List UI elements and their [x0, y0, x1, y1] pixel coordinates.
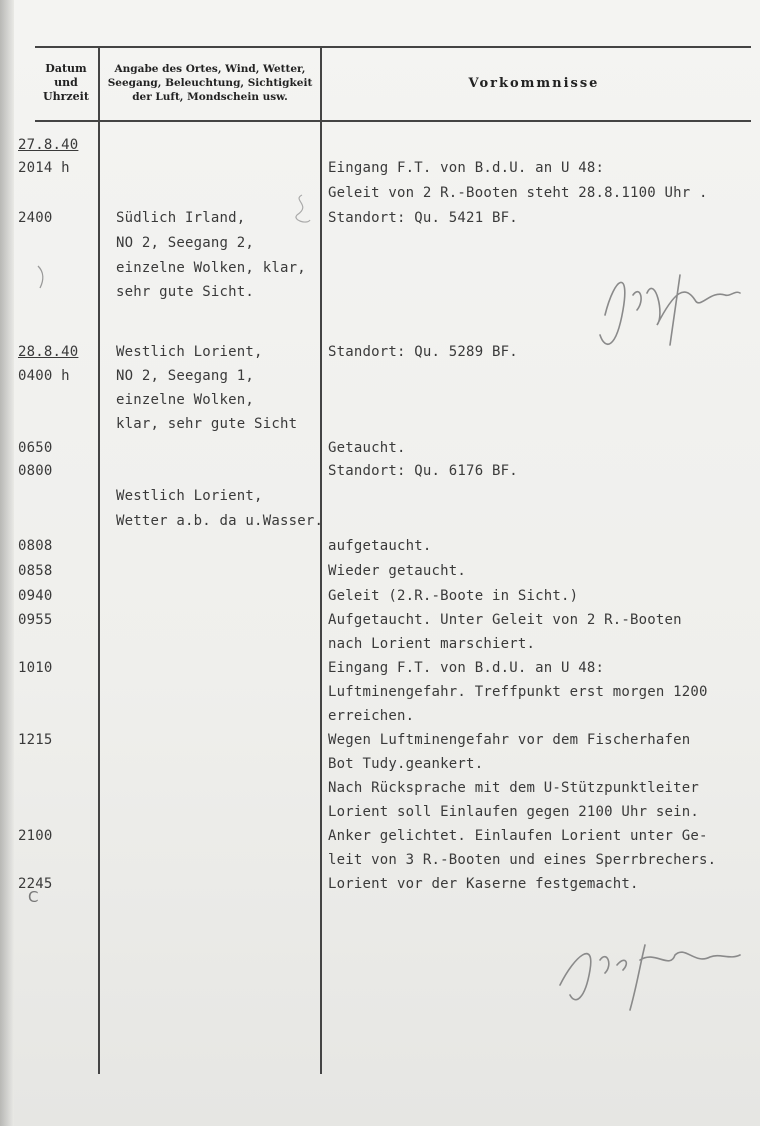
entry-event: erreichen.	[328, 708, 415, 724]
header-date-line-1: Datum	[45, 62, 87, 75]
entry-time: 0650	[18, 440, 53, 456]
entry-time: 2400	[18, 210, 53, 226]
entry-place: sehr gute Sicht.	[116, 284, 255, 300]
header-conditions-line-1: Angabe des Ortes, Wind, Wetter,	[114, 63, 306, 75]
header-conditions-line-3: der Luft, Mondschein usw.	[132, 91, 288, 103]
entry-place: Westlich Lorient,	[116, 488, 263, 504]
entry-time: 27.8.40	[18, 137, 79, 153]
entry-event: Luftminengefahr. Treffpunkt erst morgen 1200	[328, 684, 708, 700]
entry-time: 2100	[18, 828, 53, 844]
entry-time: 1215	[18, 732, 53, 748]
entry-place: NO 2, Seegang 1,	[116, 368, 255, 384]
entry-event: Anker gelichtet. Einlaufen Lorient unter Ge-	[328, 828, 708, 844]
entry-time: 0400 h	[18, 368, 70, 384]
entry-place: Westlich Lorient,	[116, 344, 263, 360]
column-divider-1	[98, 46, 100, 1074]
header-events	[324, 77, 744, 91]
entry-event: Standort: Qu. 5421 BF.	[328, 210, 518, 226]
signature-1	[585, 255, 745, 355]
entry-event: Standort: Qu. 6176 BF.	[328, 463, 518, 479]
entry-event: Eingang F.T. von B.d.U. an U 48:	[328, 160, 605, 176]
entry-time: 1010	[18, 660, 53, 676]
header-date-line-3: Uhrzeit	[43, 90, 89, 103]
entry-time: 0940	[18, 588, 53, 604]
entry-event: Getaucht.	[328, 440, 406, 456]
entry-time: 2014 h	[18, 160, 70, 176]
entry-event: Bot Tudy.geankert.	[328, 756, 484, 772]
entry-time: 0808	[18, 538, 53, 554]
header-events-label: Vorkommnisse	[468, 76, 600, 91]
entry-event: Wieder getaucht.	[328, 563, 467, 579]
entry-event: nach Lorient marschiert.	[328, 636, 536, 652]
header-date-line-2: und	[54, 76, 78, 89]
entry-event: Lorient soll Einlaufen gegen 2100 Uhr sein.	[328, 804, 700, 820]
margin-letter: C	[28, 888, 39, 906]
pencil-tick	[32, 262, 52, 292]
entry-time: 0955	[18, 612, 53, 628]
entry-time: 0858	[18, 563, 53, 579]
entry-place: einzelne Wolken,	[116, 392, 255, 408]
entry-event: aufgetaucht.	[328, 538, 432, 554]
entry-event: leit von 3 R.-Booten und eines Sperrbrechers.	[328, 852, 717, 868]
entry-event: Standort: Qu. 5289 BF.	[328, 344, 518, 360]
entry-place: klar, sehr gute Sicht	[116, 416, 298, 432]
header-date-time	[36, 62, 96, 104]
entry-event: Geleit (2.R.-Boote in Sicht.)	[328, 588, 579, 604]
header-bottom-rule	[35, 120, 751, 122]
entry-event: Wegen Luftminengefahr vor dem Fischerhafen	[328, 732, 691, 748]
header-conditions-line-2: Seegang, Beleuchtung, Sichtigkeit	[107, 77, 313, 89]
pencil-mark	[282, 190, 322, 230]
entry-place: Südlich Irland,	[116, 210, 246, 226]
entry-event: Nach Rücksprache mit dem U-Stützpunktleiter	[328, 780, 700, 796]
signature-2	[545, 915, 745, 1015]
entry-time: 2245	[18, 876, 53, 892]
entry-place: NO 2, Seegang 2,	[116, 235, 255, 251]
entry-event: Lorient vor der Kaserne festgemacht.	[328, 876, 639, 892]
entry-event: Aufgetaucht. Unter Geleit von 2 R.-Booten	[328, 612, 682, 628]
entry-time: 28.8.40	[18, 344, 79, 360]
header-top-rule	[35, 46, 751, 48]
header-conditions	[102, 62, 318, 104]
entry-event: Eingang F.T. von B.d.U. an U 48:	[328, 660, 605, 676]
entry-place: Wetter a.b. da u.Wasser.	[116, 513, 324, 529]
entry-place: einzelne Wolken, klar,	[116, 260, 306, 276]
entry-event: Geleit von 2 R.-Booten steht 28.8.1100 Uhr .	[328, 185, 708, 201]
entry-time: 0800	[18, 463, 53, 479]
